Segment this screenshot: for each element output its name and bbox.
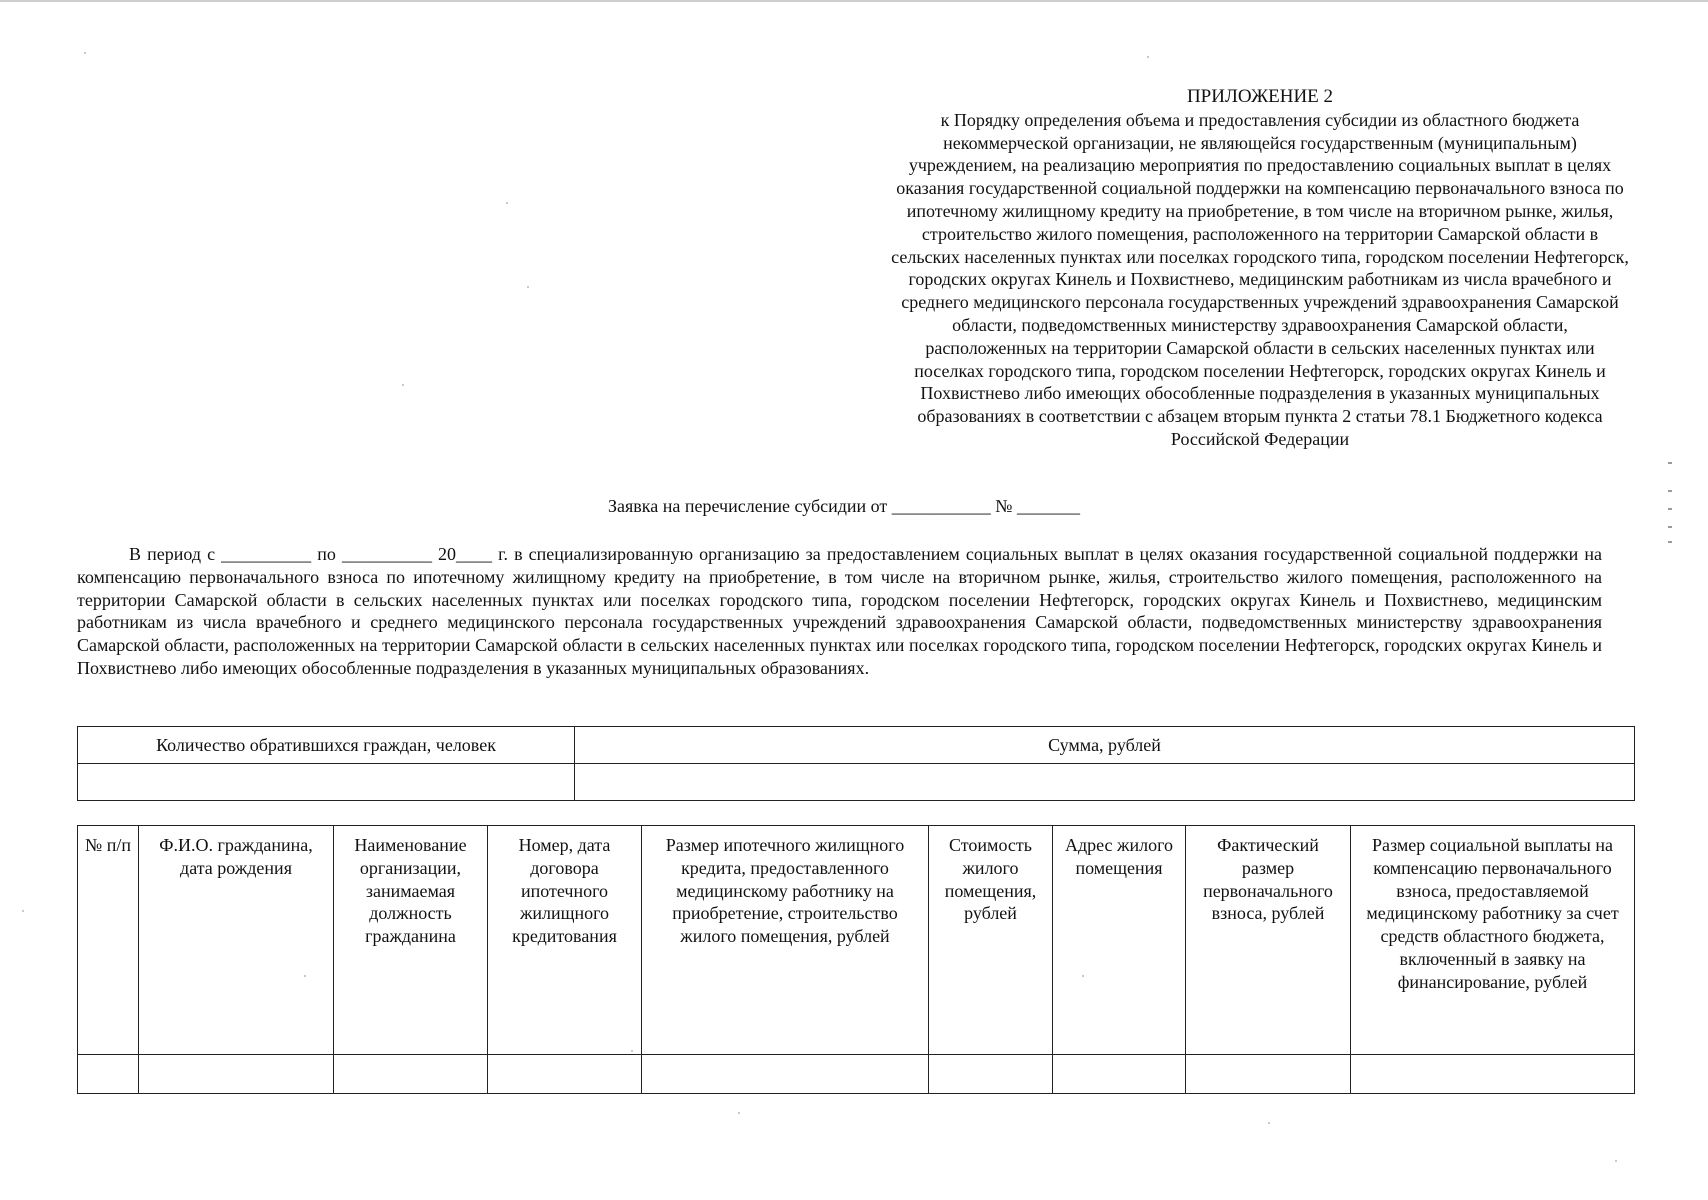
- cell-property-cost[interactable]: [929, 1055, 1053, 1094]
- header-organization: Наименование организации, занимаемая должность гражданина: [334, 826, 488, 1055]
- table-row: [78, 764, 1635, 801]
- header-address: Адрес жилого помещения: [1053, 826, 1186, 1055]
- summary-header-sum: Сумма, рублей: [575, 727, 1635, 764]
- header-credit-size: Размер ипотечного жилищного кредита, предоставленного медицинскому работнику на приобретение, строительство жилого помещения, рублей: [642, 826, 929, 1055]
- header-fio: Ф.И.О. гражданина, дата рождения: [139, 826, 334, 1055]
- scan-speck: [1615, 1160, 1617, 1162]
- summary-cell-sum[interactable]: [575, 764, 1635, 801]
- cell-credit-size[interactable]: [642, 1055, 929, 1094]
- scan-speck: [1268, 1122, 1270, 1124]
- header-social-payment: Размер социальной выплаты на компенсацию первоначального взноса, предоставляемой медицинскому работнику за счет средств областного бюджета, включенный в заявку на финансирование, рублей: [1351, 826, 1635, 1055]
- scan-margin-mark: [1668, 541, 1672, 543]
- scan-speck: [1147, 56, 1149, 58]
- summary-header-count: Количество обратившихся граждан, человек: [78, 727, 575, 764]
- appendix-block: [890, 86, 1630, 451]
- header-initial-payment: Фактический размер первоначального взноса, рублей: [1186, 826, 1351, 1055]
- scan-speck: [22, 910, 24, 912]
- cell-number[interactable]: [78, 1055, 139, 1094]
- cell-organization[interactable]: [334, 1055, 488, 1094]
- header-contract: Номер, дата договора ипотечного жилищного кредитования: [488, 826, 642, 1055]
- scan-speck: [506, 202, 508, 204]
- main-paragraph: В период с __________ по __________ 20____ г. в специализированную организацию за предоставлением социальных выплат в целях оказания государственной социальной поддержки на компенсацию первоначального взноса по ипотечному жилищному кредиту на приобретение, в том числе на вторичном рынке, жилья, строительство жилого помещения, расположенного на территории Самарской области в сельских населенных пунктах или поселках городского типа, городском поселении Нефтегорск, городских округах Кинель и Похвистнево, медицинским работникам из числа врачебного и среднего медицинского персонала государственных учреждений здравоохранения Самарской области, подведомственных министерству здравоохранения Самарской области, расположенных на территории Самарской области в сельских населенных пунктах или поселках городского типа, городском поселении Нефтегорск, городских округах Кинель и Похвистнево либо имеющих обособленные подразделения в указанных муниципальных образованиях.: [77, 544, 1602, 678]
- table-row: [78, 727, 1635, 764]
- appendix-body: к Порядку определения объема и предоставления субсидии из областного бюджета некоммерческой организации, не являющейся государственным (муниципальным) учреждением, на реализацию мероприятия по предоставлению социальных выплат в целях оказания государственной социальной поддержки на компенсацию первоначального взноса по ипотечному жилищному кредиту на приобретение, в том числе на вторичном рынке, жилья, строительство жилого помещения, расположенного на территории Самарской области в сельских населенных пунктах или поселках городского типа, городском поселении Нефтегорск, городских округах Кинель и Похвистнево, медицинским работникам из числа врачебного и среднего медицинского персонала государственных учреждений здравоохранения Самарской области, подведомственных министерству здравоохранения Самарской области, расположенных на территории Самарской области в сельских населенных пунктах или поселках городского типа, городском поселении Нефтегорск, городских округах Кинель и Похвистнево либо имеющих обособленные подразделения в указанных муниципальных образованиях в соответствии с абзацем вторым пункта 2 статьи 78.1 Бюджетного кодекса Российской Федерации: [891, 109, 1629, 449]
- scan-margin-mark: [1668, 508, 1672, 510]
- table-row: [78, 1055, 1635, 1094]
- scan-margin-mark: [1668, 490, 1672, 492]
- scan-margin-mark: [1668, 526, 1672, 528]
- summary-table: [77, 726, 1635, 801]
- request-line: Заявка на перечисление субсидии от ___________ № _______: [608, 496, 1080, 516]
- detail-table: [77, 825, 1635, 1094]
- cell-social-payment[interactable]: [1351, 1055, 1635, 1094]
- table-header-row: [78, 826, 1635, 1055]
- scan-speck: [402, 384, 404, 386]
- scan-edge: [0, 0, 1708, 2]
- cell-address[interactable]: [1053, 1055, 1186, 1094]
- scan-speck: [84, 52, 86, 54]
- cell-fio[interactable]: [139, 1055, 334, 1094]
- header-number: № п/п: [78, 826, 139, 1055]
- scan-margin-mark: [1668, 462, 1672, 464]
- header-property-cost: Стоимость жилого помещения, рублей: [929, 826, 1053, 1055]
- scan-speck: [527, 286, 529, 288]
- appendix-title: ПРИЛОЖЕНИЕ 2: [1186, 86, 1334, 107]
- cell-initial-payment[interactable]: [1186, 1055, 1351, 1094]
- cell-contract[interactable]: [488, 1055, 642, 1094]
- scan-speck: [738, 1112, 740, 1114]
- summary-cell-count[interactable]: [78, 764, 575, 801]
